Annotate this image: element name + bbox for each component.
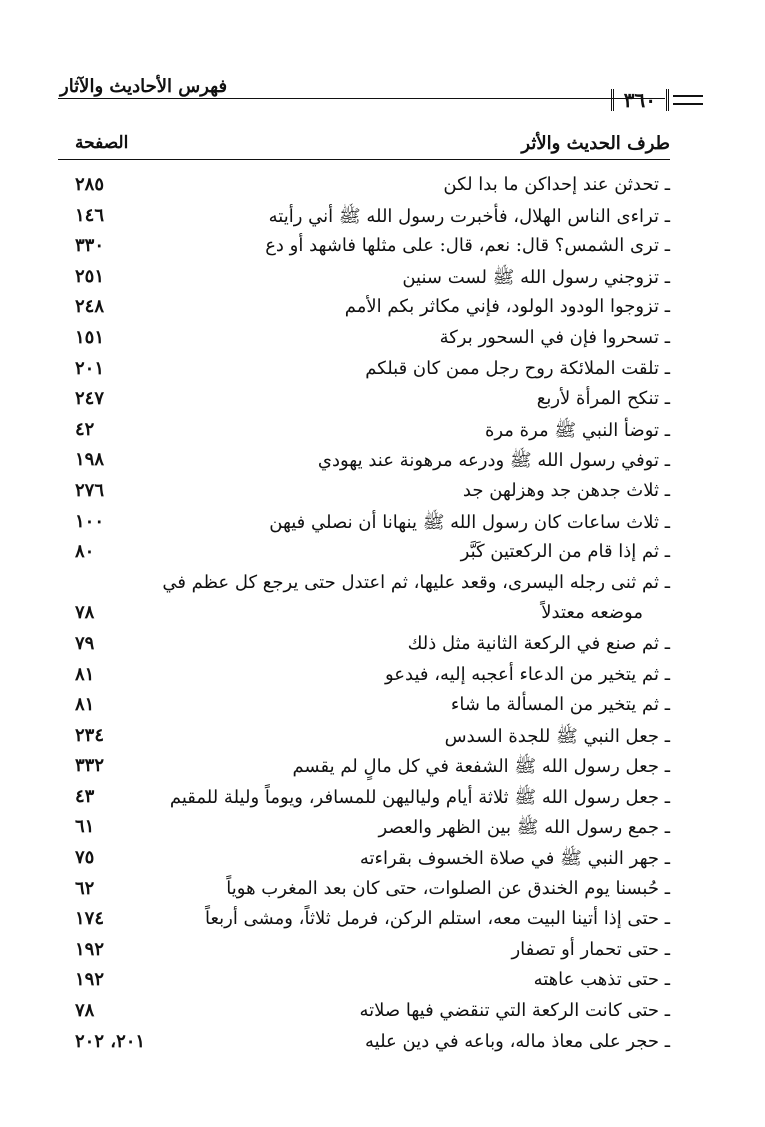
entry-text: ـ تلقت الملائكة روح رجل ممن كان قبلكم — [365, 357, 670, 379]
index-entry — [0, 876, 765, 907]
index-entry — [0, 1029, 765, 1060]
entry-page: ٢٣٤ — [75, 724, 105, 746]
entry-page: ٧٥ — [75, 847, 95, 869]
entry-text: ـ تسحروا فإن في السحور بركة — [439, 326, 670, 348]
index-entry — [0, 325, 765, 356]
index-entry — [0, 600, 765, 631]
column-heading-page: الصفحة — [75, 133, 129, 153]
index-entry — [0, 845, 765, 876]
entry-page: ١٤٦ — [75, 204, 105, 226]
entry-page: ١٠٠ — [75, 510, 105, 532]
entry-page: ١٥١ — [75, 326, 105, 348]
index-entry — [0, 447, 765, 478]
entry-text: ـ تراءى الناس الهلال، فأخبرت رسول الله ﷺ أني رأيته — [268, 205, 670, 227]
entry-text: ـ حجر على معاذ ماله، وباعه في دين عليه — [364, 1030, 670, 1052]
index-entry — [0, 203, 765, 234]
index-entries — [0, 172, 765, 1059]
column-heading-rule — [58, 159, 670, 160]
entry-page: ٢٠١ — [75, 357, 105, 379]
entry-page: ٢٤٧ — [75, 388, 105, 410]
entry-text: ـ حتى تحمار أو تصفار — [511, 938, 670, 960]
index-entry — [0, 294, 765, 325]
index-entry — [0, 264, 765, 295]
entry-page: ٨٠ — [75, 541, 95, 563]
index-entry — [0, 417, 765, 448]
entry-page: ٢٧٦ — [75, 479, 105, 501]
entry-page: ١٩٢ — [75, 938, 105, 960]
entry-page: ١٩٢ — [75, 969, 105, 991]
entry-page: ٢٥١ — [75, 265, 105, 287]
running-header-title: فهرس الأحاديث والآثار — [60, 76, 228, 97]
entry-page: ٧٨ — [75, 1000, 95, 1022]
entry-text: ـ تحدثن عند إحداكن ما بدا لكن — [443, 174, 670, 195]
index-entry — [0, 753, 765, 784]
entry-page: ٤٢ — [75, 418, 95, 440]
entry-text: ـ جعل رسول الله ﷺ الشفعة في كل مالٍ لم يقسم — [292, 756, 670, 778]
index-entry — [0, 662, 765, 693]
index-entry — [0, 906, 765, 937]
entry-text: ـ جعل النبي ﷺ للجدة السدس — [444, 725, 670, 747]
index-entry — [0, 172, 765, 203]
entry-page: ٦١ — [75, 816, 95, 838]
entry-page: ٧٨ — [75, 602, 95, 624]
entry-text: ـ حتى كانت الركعة التي تنقضي فيها صلاته — [359, 1000, 670, 1022]
entry-page: ٨١ — [75, 663, 95, 685]
entry-text: ـ ترى الشمس؟ قال: نعم، قال: على مثلها فاشهد أو دع — [265, 235, 670, 257]
entry-page: ٢٤٨ — [75, 296, 105, 318]
entry-text: ـ ثلاث جدهن جد وهزلهن جد — [462, 479, 670, 501]
entry-text: ـ ثم ثنى رجله اليسرى، وقعد عليها، ثم اعتدل حتى يرجع كل عظم في — [162, 571, 670, 593]
entry-text: ـ توفي رسول الله ﷺ ودرعه مرهونة عند يهودي — [317, 450, 670, 472]
index-entry — [0, 478, 765, 509]
index-entry — [0, 631, 765, 662]
entry-page: ١٩٨ — [75, 449, 105, 471]
index-entry — [0, 539, 765, 570]
index-entry — [0, 967, 765, 998]
entry-text: ـ توضأ النبي ﷺ مرة مرة — [484, 419, 670, 441]
entry-text: ـ جعل رسول الله ﷺ ثلاثة أيام ولياليهن للمسافر، ويوماً وليلة للمقيم — [169, 786, 670, 808]
entry-text: موضعه معتدلاً — [541, 602, 643, 624]
entry-page: ٨١ — [75, 694, 95, 716]
entry-text: ـ تنكح المرأة لأربع — [536, 388, 670, 410]
entry-text: ـ حُبسنا يوم الخندق عن الصلوات، حتى كان بعد المغرب هوياً — [226, 877, 670, 899]
entry-page: ٣٣٢ — [75, 755, 105, 777]
column-heading-hadith: طرف الحديث والأثر — [521, 133, 670, 154]
entry-text: ـ ثلاث ساعات كان رسول الله ﷺ ينهانا أن نصلي فيهن — [269, 511, 670, 533]
index-entry — [0, 692, 765, 723]
entry-text: ـ جهر النبي ﷺ في صلاة الخسوف بقراءته — [359, 848, 670, 870]
index-entry — [0, 723, 765, 754]
page-number-ornament — [611, 88, 703, 112]
index-entry — [0, 356, 765, 387]
entry-text: ـ جمع رسول الله ﷺ بين الظهر والعصر — [378, 817, 670, 839]
index-entry — [0, 814, 765, 845]
page-number: ٣٦٠ — [611, 89, 669, 111]
index-entry — [0, 509, 765, 540]
index-entry — [0, 386, 765, 417]
header-rule — [58, 98, 665, 99]
entry-text: ـ ثم يتخير من المسألة ما شاء — [450, 694, 670, 716]
entry-page: ٢٠١، ٢٠٢ — [75, 1030, 146, 1052]
index-entry — [0, 998, 765, 1029]
index-entry — [0, 233, 765, 264]
index-entry — [0, 937, 765, 968]
entry-page: ٦٢ — [75, 877, 95, 899]
entry-page: ٢٨٥ — [75, 174, 105, 195]
entry-text: ـ ثم إذا قام من الركعتين كَبَّر — [460, 541, 670, 563]
entry-text: ـ ثم صنع في الركعة الثانية مثل ذلك — [407, 632, 670, 654]
entry-text: ـ حتى إذا أتينا البيت معه، استلم الركن، فرمل ثلاثاً، ومشى أربعاً — [204, 908, 670, 930]
entry-text: ـ حتى تذهب عاهته — [533, 969, 670, 991]
entry-page: ١٧٤ — [75, 908, 105, 930]
entry-text: ـ تزوجوا الودود الولود، فإني مكاثر بكم الأمم — [344, 296, 670, 318]
index-entry — [0, 570, 765, 601]
entry-page: ٣٣٠ — [75, 235, 105, 257]
index-entry — [0, 784, 765, 815]
entry-page: ٧٩ — [75, 632, 95, 654]
entry-text: ـ تزوجني رسول الله ﷺ لست سنين — [402, 266, 670, 288]
ornament-lines — [673, 95, 703, 105]
entry-text: ـ ثم يتخير من الدعاء أعجبه إليه، فيدعو — [384, 663, 670, 685]
entry-page: ٤٣ — [75, 785, 95, 807]
